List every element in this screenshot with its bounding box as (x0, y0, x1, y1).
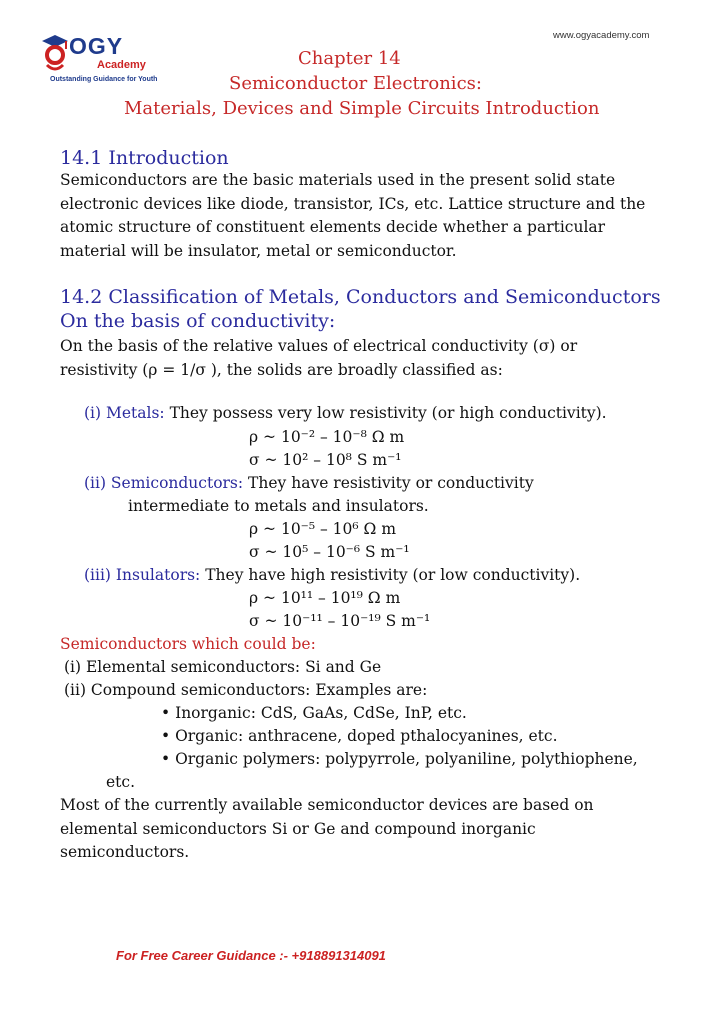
metals-text: They possess very low resistivity (or high conductivity). (164, 404, 607, 422)
intro-paragraph (60, 169, 645, 263)
logo-subtext: Academy (97, 59, 146, 71)
text-line: Semiconductors are the basic materials used in the present solid state (60, 171, 616, 189)
subheading-conductivity: On the basis of conductivity: (60, 310, 336, 332)
insulators-label: (iii) Insulators: (84, 566, 201, 584)
text-line: Most of the currently available semiconductor devices are based on (60, 796, 594, 814)
text-line: resistivity (ρ = 1/σ ), the solids are broadly classified as: (60, 360, 503, 379)
compound-semiconductors: (ii) Compound semiconductors: Examples are: (64, 681, 428, 699)
closing-paragraph (60, 794, 594, 865)
semiconductors-text: They have resistivity or conductivity (243, 474, 534, 492)
metals-label: (i) Metals: (84, 404, 165, 422)
insulators-text: They have high resistivity (or low conductivity). (200, 566, 581, 584)
elemental-semiconductors: (i) Elemental semiconductors: Si and Ge (64, 658, 382, 676)
insulators-resistivity: ρ ~ 10¹¹ – 10¹⁹ Ω m (249, 589, 401, 607)
section-heading-classification: 14.2 Classification of Metals, Conductors and Semiconductors (60, 286, 661, 308)
chapter-subtitle: Semiconductor Electronics: (229, 73, 482, 94)
website-url[interactable]: www.ogyacademy.com (553, 30, 650, 41)
semiconductors-conductivity: σ ~ 10⁵ – 10⁻⁶ S m⁻¹ (249, 543, 410, 561)
bullet-inorganic: • Inorganic: CdS, GaAs, CdSe, InP, etc. (161, 704, 467, 722)
text-line: semiconductors. (60, 843, 190, 861)
semiconductors-text-2: intermediate to metals and insulators. (128, 497, 429, 515)
bullet-polymers-tail: etc. (106, 773, 136, 791)
text-line: On the basis of the relative values of electrical conductivity (σ) or (60, 337, 578, 355)
classification-intro (60, 335, 577, 382)
text-line: elemental semiconductors Si or Ge and compound inorganic (60, 819, 536, 838)
bullet-organic: • Organic: anthracene, doped pthalocyanines, etc. (161, 727, 558, 745)
text-line: electronic devices like diode, transistor, ICs, etc. Lattice structure and the (60, 194, 646, 213)
insulators-conductivity: σ ~ 10⁻¹¹ – 10⁻¹⁹ S m⁻¹ (249, 612, 431, 630)
chapter-subtitle-2: Materials, Devices and Simple Circuits Introduction (124, 98, 600, 119)
semiconductors-label: (ii) Semiconductors: (84, 474, 244, 492)
footer-contact: For Free Career Guidance :- +918891314091 (116, 948, 386, 963)
ogy-academy-logo (40, 33, 164, 93)
logo-tagline: Outstanding Guidance for Youth (50, 76, 158, 83)
metals-item (84, 402, 607, 426)
section-heading-intro: 14.1 Introduction (60, 147, 229, 169)
bullet-polymers: • Organic polymers: polypyrrole, polyaniline, polythiophene, (161, 750, 638, 768)
text-line: atomic structure of constituent elements decide whether a particular (60, 218, 606, 236)
insulators-item (84, 564, 580, 588)
types-heading: Semiconductors which could be: (60, 635, 316, 653)
chapter-title: Chapter 14 (298, 48, 401, 69)
semiconductors-item (84, 472, 534, 496)
semiconductors-resistivity: ρ ~ 10⁻⁵ – 10⁶ Ω m (249, 520, 397, 538)
text-line: material will be insulator, metal or semiconductor. (60, 241, 457, 260)
metals-conductivity: σ ~ 10² – 10⁸ S m⁻¹ (249, 451, 402, 469)
logo-text: OGY (69, 33, 124, 59)
metals-resistivity: ρ ~ 10⁻² – 10⁻⁸ Ω m (249, 428, 405, 446)
